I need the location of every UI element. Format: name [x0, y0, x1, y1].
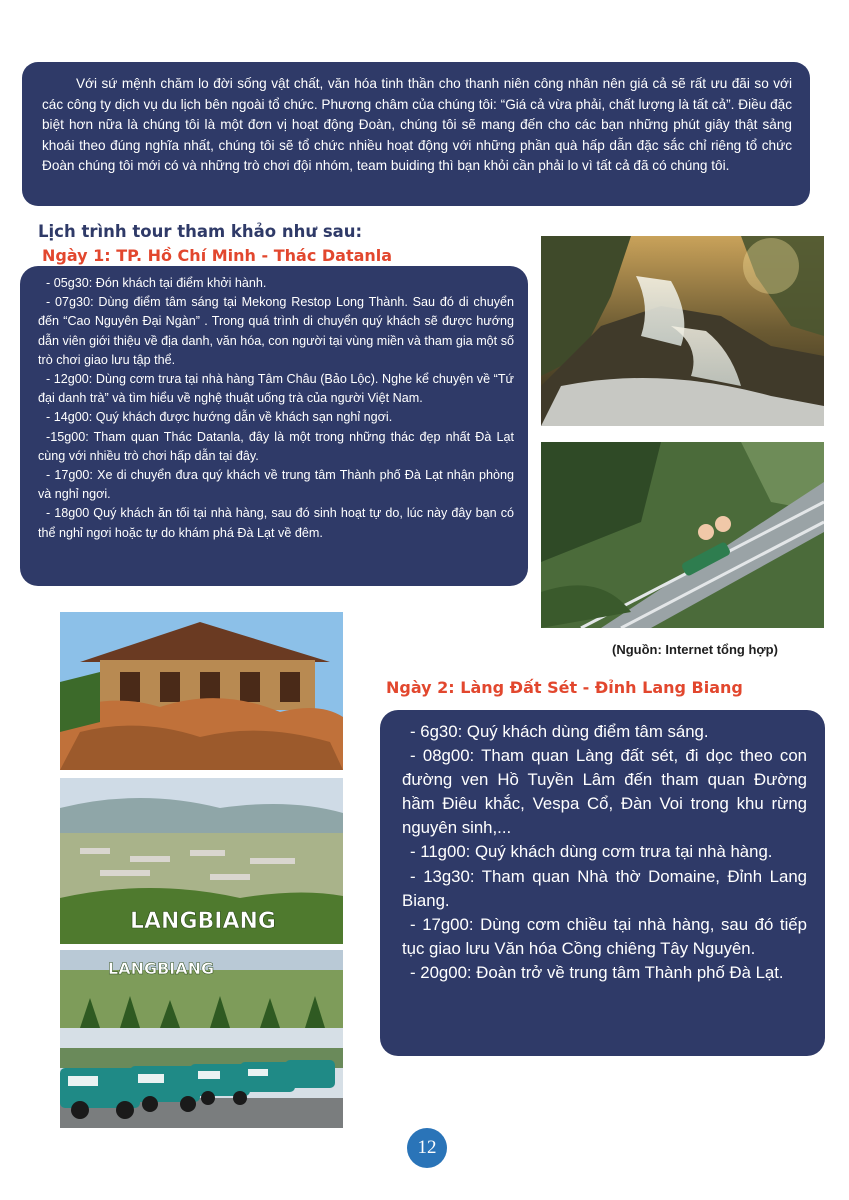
langbiang-hill-photo: [60, 950, 343, 1028]
day2-item: - 13g30: Tham quan Nhà thờ Domaine, Đỉnh Lang Biang.: [402, 866, 807, 910]
langbiang-sign-1: LANGBIANG: [130, 909, 276, 934]
day1-item: - 18g00 Quý khách ăn tối tại nhà hàng, sau đó sinh hoạt tự do, lúc này đây bạn có thể nghỉ ngơi hoặc tự do khám phá Đà Lạt về đêm.: [38, 506, 514, 540]
day2-schedule-box: [380, 710, 825, 1056]
day2-item: - 17g00: Dùng cơm chiều tại nhà hàng, sau đó tiếp tục giao lưu Văn hóa Cồng chiêng Tây Nguyên.: [402, 914, 807, 958]
source-caption: (Nguồn: Internet tổng hợp): [612, 642, 778, 657]
clay-village-photo: [60, 612, 343, 770]
intro-box: [22, 62, 810, 206]
jeeps-photo: [60, 1028, 343, 1128]
page-number: 12: [407, 1128, 447, 1168]
day1-item: - 14g00: Quý khách được hướng dẫn về khách sạn nghỉ ngơi.: [46, 410, 393, 425]
day1-item: - 05g30: Đón khách tại điểm khởi hành.: [46, 276, 267, 290]
day1-title: Ngày 1: TP. Hồ Chí Minh - Thác Datanla: [42, 246, 393, 265]
langbiang-valley-photo: [60, 778, 343, 944]
day2-item: - 6g30: Quý khách dùng điểm tâm sáng.: [410, 722, 709, 741]
intro-text: Với sứ mệnh chăm lo đời sống vật chất, văn hóa tinh thần cho thanh niên công nhân nên giá cả sẽ rất ưu đãi so với các công ty dịch vụ du lịch bên ngoài tổ chức. Phương châm của chúng tôi: “Giá cả vừa phải, chất lượng là tất cả”. Điều đặc biệt hơn nữa là chúng tôi là một đơn vị hoạt động Đoàn, chúng tôi sẽ mang đến cho các bạn những phút giây thật sảng khoái theo đúng nghĩa nhất, chúng tôi sẽ tổ chức nhiều hoạt động với những phần quà hấp dẫn đặc sắc chỉ riêng tổ chức Đoàn chúng tôi mới có và những trò chơi đội nhóm, team buiding thì bạn khỏi cần phải lo vì tất cả đã có chúng tôi.: [42, 76, 792, 173]
day2-item: - 08g00: Tham quan Làng đất sét, đi dọc theo con đường ven Hồ Tuyền Lâm đến tham quan Đường hầm Điêu khắc, Vespa Cổ, Đàn Voi trong khu rừng nguyên sinh,...: [402, 746, 807, 838]
day2-item: - 20g00: Đoàn trở về trung tâm Thành phố Đà Lạt.: [410, 962, 784, 982]
day1-item: -15g00: Tham quan Thác Datanla, đây là một trong những thác đẹp nhất Đà Lạt cùng với nhiều trò chơi hấp dẫn tại đây.: [38, 429, 514, 463]
day1-schedule-box: [20, 266, 528, 586]
waterfall-photo: [541, 236, 824, 426]
day1-item: - 12g00: Dùng cơm trưa tại nhà hàng Tâm Châu (Bảo Lộc). Nghe kể chuyện về “Tứ đại danh trà” và tìm hiểu về nghệ thuật uống trà của người Việt Nam.: [38, 372, 514, 406]
day2-title: Ngày 2: Làng Đất Sét - Đỉnh Lang Biang: [386, 678, 743, 697]
alpine-coaster-photo: [541, 442, 824, 628]
day2-item: - 11g00: Quý khách dùng cơm trưa tại nhà hàng.: [410, 842, 773, 862]
langbiang-sign-2: LANGBIANG: [108, 959, 215, 978]
day1-item: - 07g30: Dùng điểm tâm sáng tại Mekong Restop Long Thành. Sau đó di chuyển đến “Cao Nguyên Đại Ngàn” . Trong quá trình di chuyển quý khách sẽ được hướng dẫn viên giới thiệu về địa danh, văn hóa, con người tại vùng miền và tham gia một số trò chơi giao lưu tập thể.: [38, 295, 515, 367]
day1-item: - 17g00: Xe di chuyển đưa quý khách về trung tâm Thành phố Đà Lạt nhận phòng và nghỉ ngơi.: [38, 468, 514, 502]
schedule-heading: Lịch trình tour tham khảo như sau:: [38, 222, 363, 241]
